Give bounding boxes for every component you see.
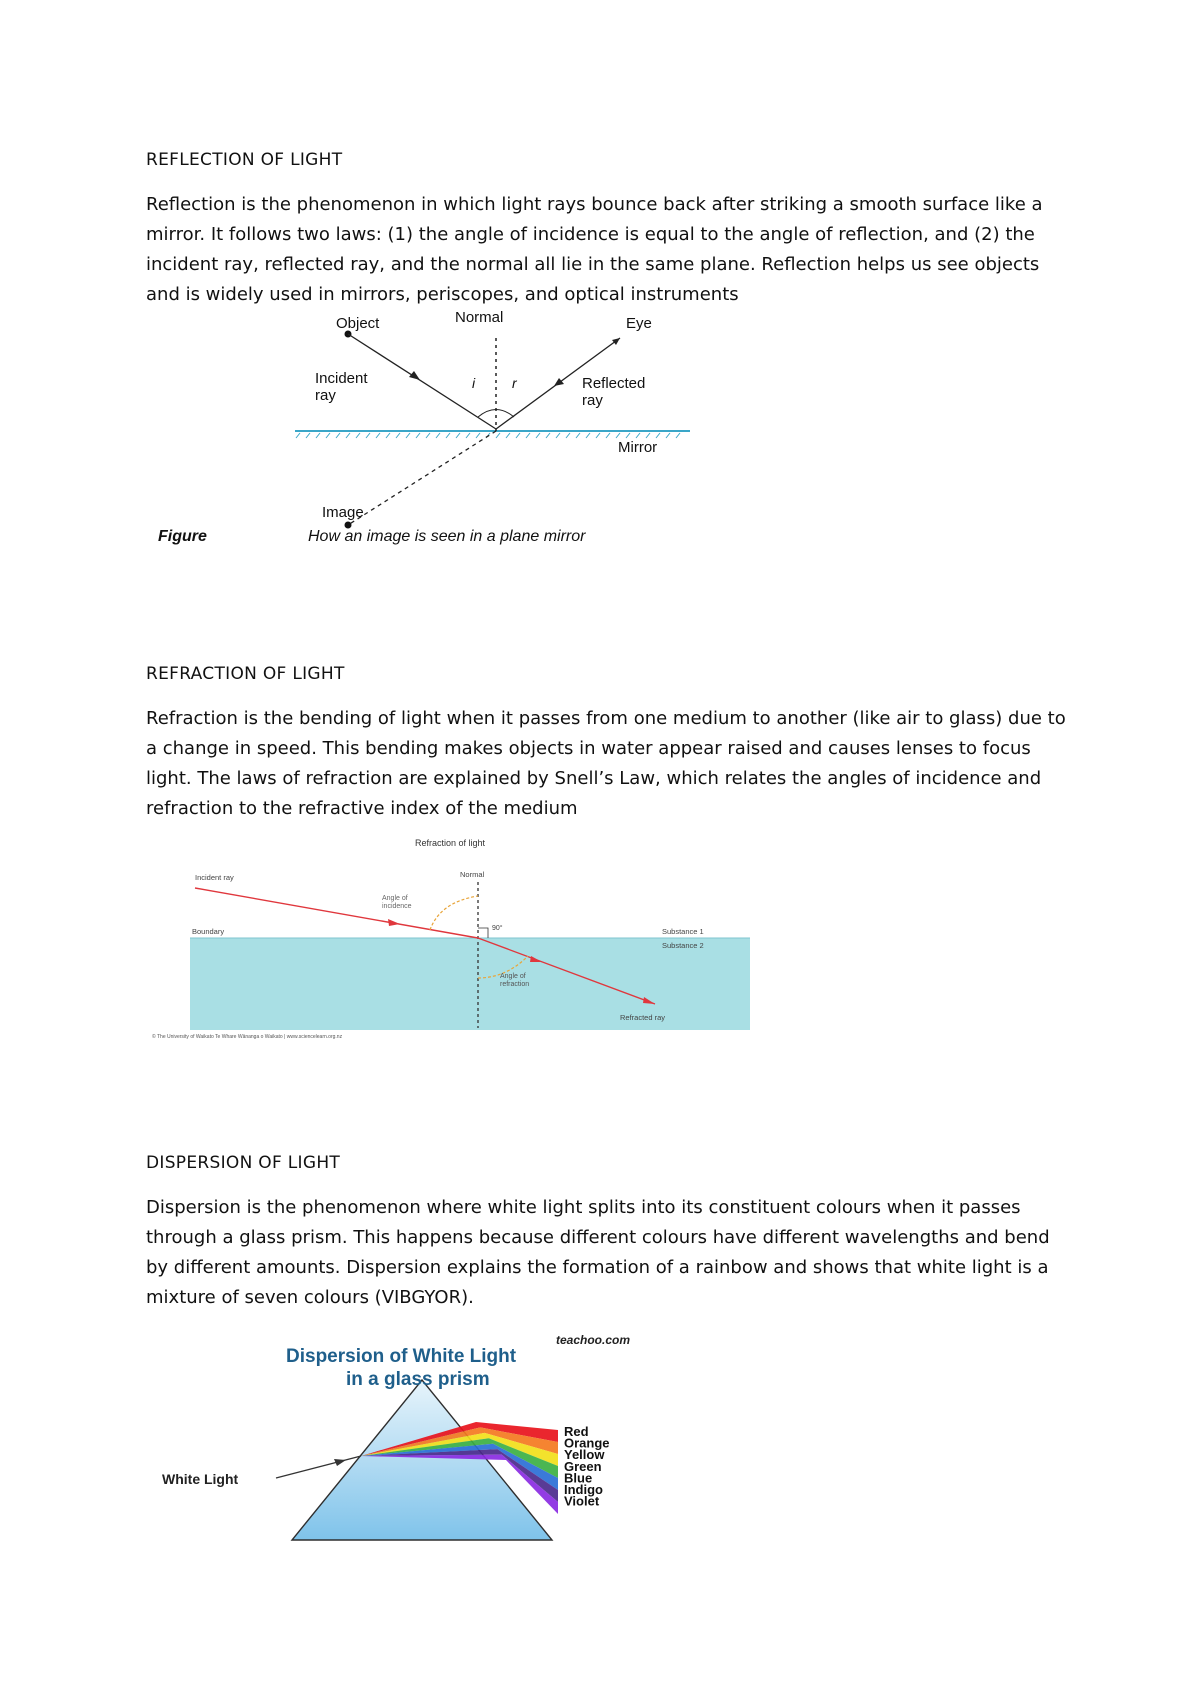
reflection-figure [150, 309, 850, 550]
dispersion-figure [146, 1328, 706, 1548]
right-angle-mark [478, 928, 488, 938]
label-normal: Normal [455, 309, 504, 326]
label-image: Image [322, 504, 364, 521]
dispersion-title-2: in a glass prism [346, 1369, 490, 1390]
color-label-violet: Violet [564, 1493, 600, 1509]
label-incident-ray: Incident ray [195, 873, 234, 882]
label-refracted-ray: Refracted ray [620, 1013, 666, 1022]
color-labels [564, 1424, 610, 1509]
angle-incidence-arc [430, 896, 478, 930]
color-label-indigo: Indigo [564, 1482, 603, 1497]
color-label-blue: Blue [564, 1470, 593, 1486]
refraction-credit: © The University of Waikato Te Whare Wānanga o Waikato | www.sciencelearn.org.nz [152, 1034, 343, 1040]
dispersion-paragraph: Dispersion is the phenomenon where white light splits into its constituent colours when it passes through a glass prism. This happens because different colours have different wavelengths and bend by different amounts. Dispersion explains the formation of a rainbow and shows that white light is a mixture of seven colours (VIBGYOR). [146, 1197, 1050, 1308]
label-angle-refraction-1: Angle of [500, 973, 526, 980]
white-light-arrowhead [334, 1459, 346, 1466]
incident-ray [195, 888, 478, 938]
figure-caption: How an image is seen in a plane mirror [308, 528, 586, 545]
refraction-paragraph: Refraction is the bending of light when it passes from one medium to another (like air to glass) due to a change in speed. This bending makes objects in water appear raised and causes lenses to focus light. The laws of refraction are explained by Snell’s Law, which relates the angles of incidence and refraction to the refractive index of the medium [146, 708, 1066, 819]
dispersion-title-1: Dispersion of White Light [286, 1346, 517, 1367]
label-mirror: Mirror [618, 439, 658, 456]
reflected-arrowhead [554, 378, 564, 386]
refraction-heading: REFRACTION OF LIGHT [146, 664, 345, 684]
reflected-arrowhead-tip [612, 338, 620, 345]
reflection-paragraph: Reflection is the phenomenon in which light rays bounce back after striking a smooth surface like a mirror. It follows two laws: (1) the angle of incidence is equal to the angle of reflection, and (2) the incident ray, reflected ray, and the normal all lie in the same plane. Reflection helps us see objects and is widely used in mirrors, periscopes, and optical instruments [146, 194, 1043, 305]
label-angle-incidence-2: incidence [382, 903, 412, 910]
color-label-yellow: Yellow [564, 1447, 605, 1463]
label-incident-line2: ray [315, 387, 336, 404]
label-angle-refraction-2: refraction [500, 981, 530, 988]
color-label-green: Green [564, 1458, 602, 1474]
label-substance-1: Substance 1 [662, 927, 704, 936]
label-substance-2: Substance 2 [662, 941, 704, 950]
label-reflected-line2: ray [582, 392, 603, 409]
label-ninety: 90° [492, 925, 503, 932]
brand-label: teachoo.com [556, 1333, 631, 1347]
substance-2-region [190, 938, 750, 1030]
dispersion-heading: DISPERSION OF LIGHT [146, 1153, 341, 1173]
label-object: Object [336, 315, 380, 332]
incident-arrowhead [388, 919, 400, 926]
color-label-red: Red [564, 1424, 589, 1439]
label-angle-i: i [472, 375, 476, 391]
incident-arrowhead [409, 371, 420, 380]
label-boundary: Boundary [192, 927, 225, 936]
refraction-figure [150, 840, 760, 1040]
color-label-orange: Orange [564, 1435, 610, 1451]
label-reflected-line1: Reflected [582, 375, 646, 392]
label-angle-r: r [512, 375, 517, 391]
white-light-label: White Light [162, 1471, 239, 1487]
label-normal: Normal [460, 870, 485, 879]
label-eye: Eye [626, 315, 652, 332]
image-ray [348, 431, 496, 525]
refraction-title: Refraction of light [414, 838, 486, 848]
label-incident-line1: Incident [315, 370, 368, 387]
label-angle-incidence-1: Angle of [382, 895, 408, 902]
figure-label: Figure [158, 528, 207, 545]
reflection-heading: REFLECTION OF LIGHT [146, 150, 343, 170]
